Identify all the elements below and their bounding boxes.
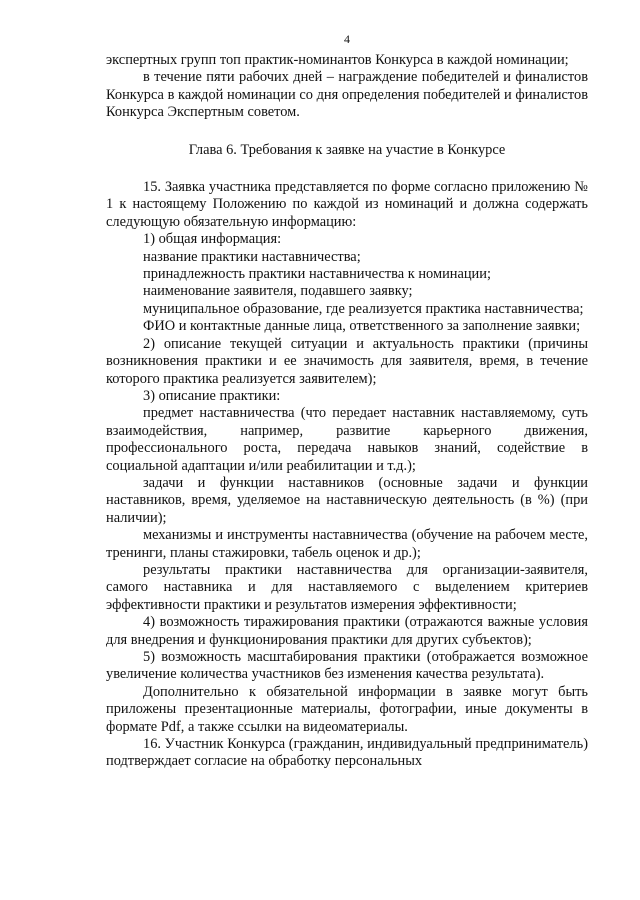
list-item-subject: предмет наставничества (что передает наставник наставляемому, суть взаимодействия, например, развитие карьерного движения, профессионального роста, передача навыков знаний, содействие в социальной адаптации и/или реабилитации и т.д.);: [106, 405, 588, 474]
chapter-title: Глава 6. Требования к заявке на участие в Конкурсе: [188, 141, 506, 158]
list-item-scaling: 5) возможность масштабирования практики (отображается возможное увеличение количества участников без изменения качества результата).: [106, 649, 588, 683]
list-item-practice-description: 3) описание практики:: [143, 387, 281, 404]
list-item-contact-person: ФИО и контактные данные лица, ответственного за заполнение заявки;: [143, 318, 581, 335]
document-page: [106, 32, 588, 771]
list-item-results: результаты практики наставничества для организации-заявителя, самого наставника и для наставляемого с выделением критериев эффективности практики и результатов измерения эффективности;: [106, 561, 588, 613]
paragraph-continuation: экспертных групп топ практик-номинантов Конкурса в каждой номинации;: [106, 52, 569, 68]
list-item-current-situation: 2) описание текущей ситуации и актуальность практики (причины возникновения практики и ее значимость для заявителя, время, в течение которого практика реализуется заявителем);: [106, 335, 588, 387]
list-item-tasks: задачи и функции наставников (основные задачи и функции наставников, время, уделяемое на наставническую деятельность (в %) (при наличии);: [106, 474, 588, 526]
list-item-practice-name: название практики наставничества;: [143, 248, 361, 265]
paragraph-awards-deadline: в течение пяти рабочих дней – награждение победителей и финалистов Конкурса в каждой номинации со дня определения победителей и финалистов Конкурса Экспертным советом.: [106, 69, 588, 121]
list-item-general-info: 1) общая информация:: [143, 231, 282, 248]
list-item-replication: 4) возможность тиражирования практики (отражаются важные условия для внедрения и функционирования практики для других субъектов);: [106, 614, 588, 648]
paragraph-15: 15. Заявка участника представляется по форме согласно приложению № 1 к настоящему Положению по каждой из номинаций и должна содержать следующую обязательную информацию:: [106, 179, 588, 230]
list-item-municipality: муниципальное образование, где реализуется практика наставничества;: [143, 300, 584, 317]
list-item-nomination: принадлежность практики наставничества к номинации;: [143, 266, 491, 283]
page-number: 4: [344, 32, 350, 46]
list-item-mechanisms: механизмы и инструменты наставничества (обучение на рабочем месте, тренинги, планы стажировки, табель оценок и др.);: [106, 527, 588, 561]
list-item-applicant: наименование заявителя, подавшего заявку;: [143, 283, 413, 300]
paragraph-additional-materials: Дополнительно к обязательной информации в заявке могут быть приложены презентационные материалы, фотографии, иные документы в формате Pdf, а также ссылки на видеоматериалы.: [106, 683, 588, 735]
paragraph-16: 16. Участник Конкурса (гражданин, индивидуальный предприниматель) подтверждает согласие на обработку персональных: [106, 736, 588, 770]
